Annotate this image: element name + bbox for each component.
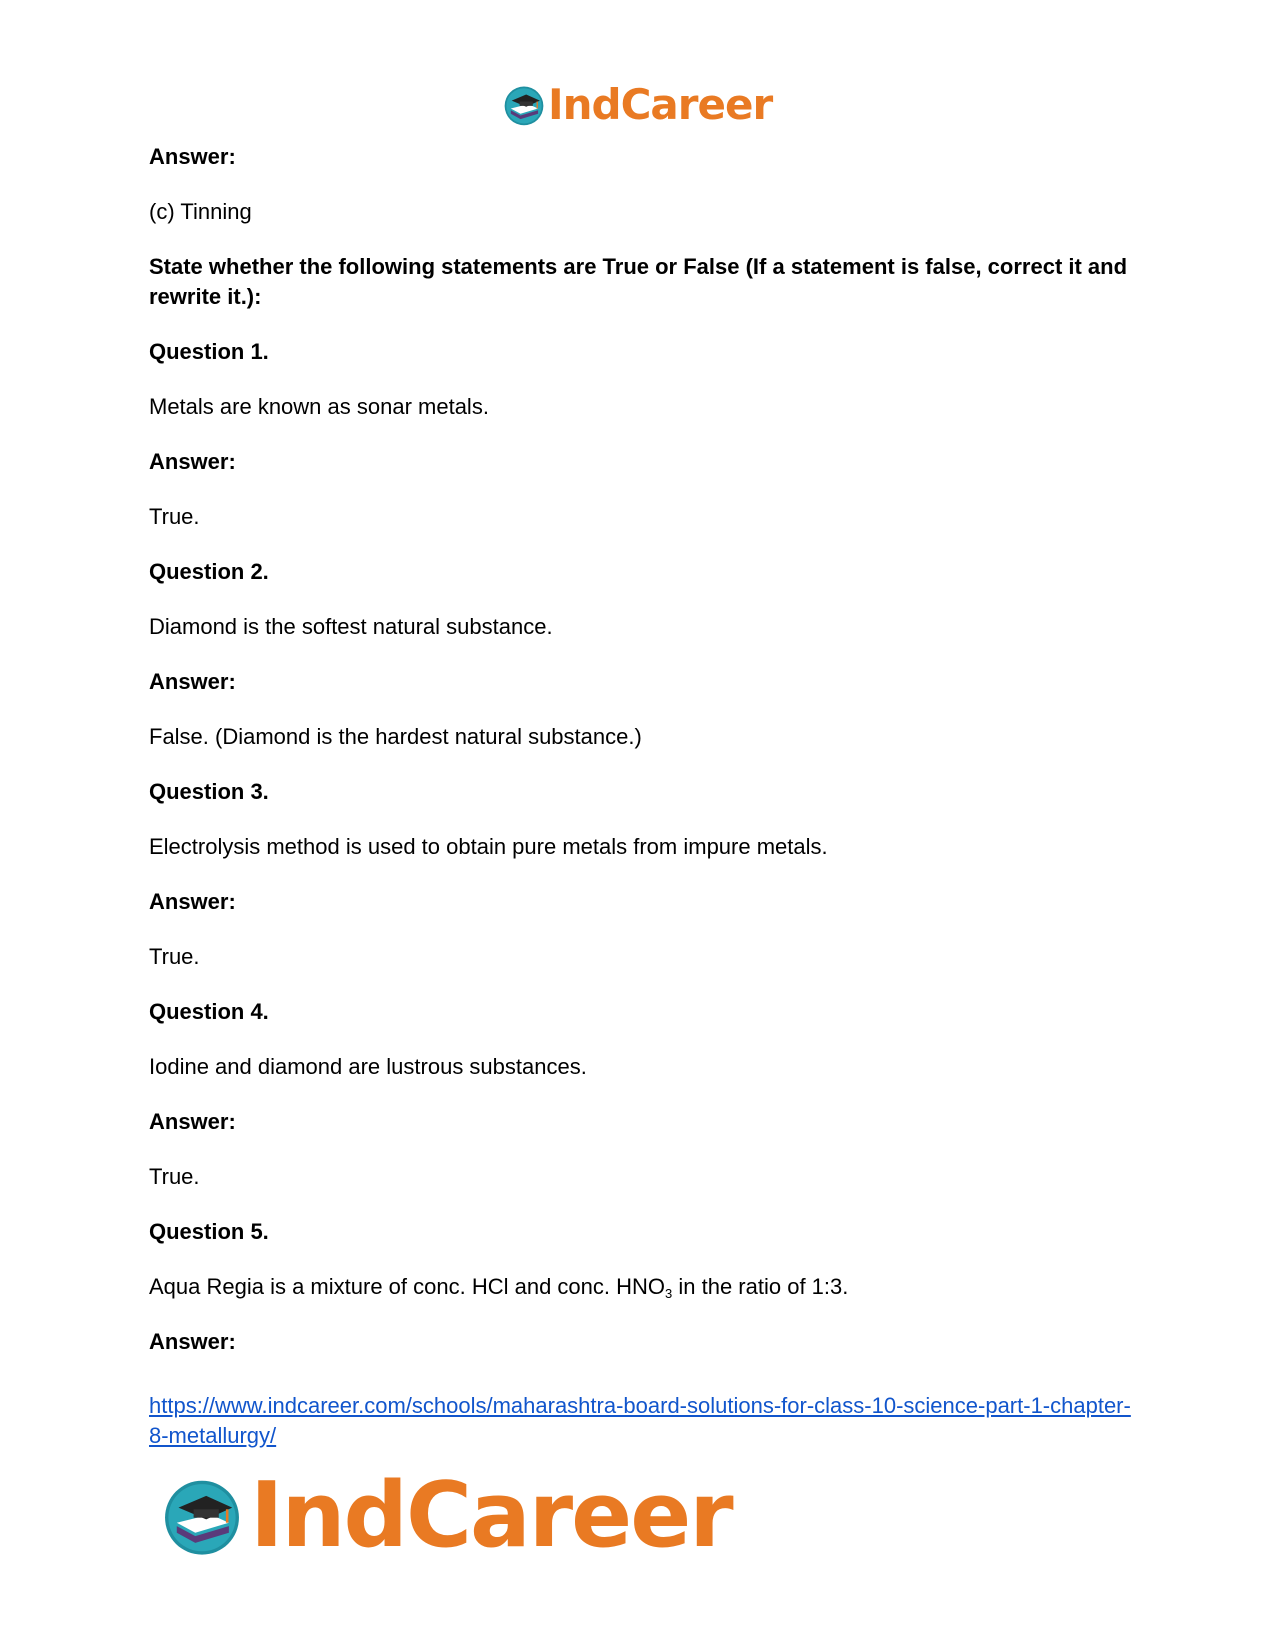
question-5-text-before: Aqua Regia is a mixture of conc. HCl and conc. HNO xyxy=(149,1274,666,1299)
question-3-label: Question 3. xyxy=(149,779,269,804)
footer-logo xyxy=(160,1463,732,1568)
question-5-subscript: 3 xyxy=(665,1286,673,1301)
footer-brand-text: IndCareer xyxy=(250,1463,732,1568)
answer-5-label: Answer: xyxy=(149,1329,236,1354)
question-1-label: Question 1. xyxy=(149,339,269,364)
question-5-label: Question 5. xyxy=(149,1219,269,1244)
question-2-label: Question 2. xyxy=(149,559,269,584)
source-url-link[interactable]: https://www.indcareer.com/schools/maharashtra-board-solutions-for-class-10-science-part-1-chapter-8-metallurgy/ xyxy=(149,1393,1131,1448)
question-1-text: Metals are known as sonar metals. xyxy=(149,394,489,419)
answer-2-text: False. (Diamond is the hardest natural substance.) xyxy=(149,724,642,749)
question-2-text: Diamond is the softest natural substance. xyxy=(149,614,553,639)
answer-2-label: Answer: xyxy=(149,669,236,694)
question-3-text: Electrolysis method is used to obtain pure metals from impure metals. xyxy=(149,834,828,859)
answer-1-text: True. xyxy=(149,504,200,529)
document-body xyxy=(149,142,1139,1357)
header-logo xyxy=(502,80,772,130)
answer-1-label: Answer: xyxy=(149,449,236,474)
answer-3-text: True. xyxy=(149,944,200,969)
graduation-book-icon xyxy=(160,1474,244,1558)
previous-answer-text: (c) Tinning xyxy=(149,199,252,224)
header-brand-text: IndCareer xyxy=(548,80,773,129)
question-4-text: Iodine and diamond are lustrous substances. xyxy=(149,1054,587,1079)
graduation-book-icon xyxy=(502,83,546,127)
question-5-text xyxy=(149,1272,1139,1302)
question-5-text-after: in the ratio of 1:3. xyxy=(672,1274,849,1299)
answer-3-label: Answer: xyxy=(149,889,236,914)
question-4-label: Question 4. xyxy=(149,999,269,1024)
section-instruction: State whether the following statements are True or False (If a statement is false, correct it and rewrite it.): xyxy=(149,254,1128,309)
answer-4-text: True. xyxy=(149,1164,200,1189)
answer-4-label: Answer: xyxy=(149,1109,236,1134)
answer-label: Answer: xyxy=(149,144,236,169)
